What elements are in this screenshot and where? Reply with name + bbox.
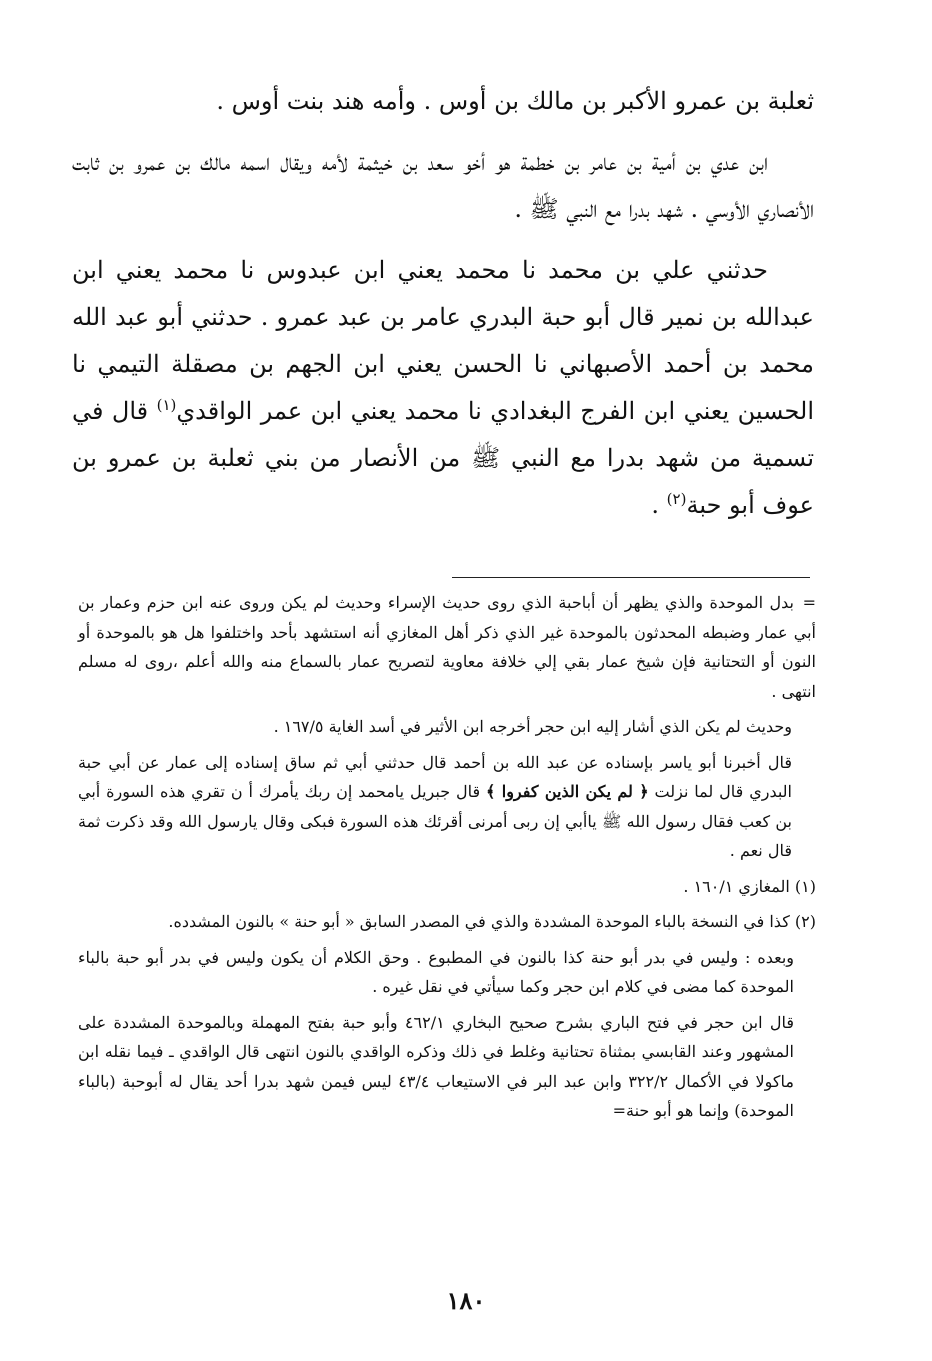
paragraph-3 <box>72 247 814 529</box>
footnote-ref-1[interactable]: (١) <box>156 396 177 414</box>
footnotes <box>78 588 816 1132</box>
footnote-continuation-p3-a: قال أخبرنا أبو ياسر بإسناده عن عبد الله بن أحمد قال حدثني أبي ثم ساق إسناده إلى عمار عن أبي حبة البدري قال لما نزلت <box>78 752 792 801</box>
quran-quote: ﴿ لم يكن الذين كفروا ﴾ <box>486 782 649 801</box>
footnote-ref-2[interactable]: (٢) <box>666 490 687 508</box>
footnote-continuation-text: بدل الموحدة والذي يظهر أن أباحبة الذي روى حديث الإسراء وحديث لم يكن وروى عنه ابن حزم وعمار بن أبي عمار وضبطه المحدثون بالموحدة غير الذي ذكر أهل المغازي أنه استشهد بأحد واختلفوا هل هو بالموحدة أو النون أو التحتانية فإن شيخ عمار بقي إلي خلافة معاوية لتصريح عمار بالسماع منه والله أعلم ،روى له مسلم انتهى . <box>78 593 816 701</box>
footnote-divider <box>452 577 810 578</box>
paragraph-3-text-a: حدثني علي بن محمد نا محمد يعني ابن عبدوس نا محمد يعني ابن عبدالله بن نمير قال أبو حبة البدري عامر بن عبد عمرو . حدثني أبو عبد الله محمد بن أحمد الأصبهاني نا الحسن يعني ابن الجهم بن مصقلة التيمي نا الحسين يعني ابن الفرج البغدادي نا محمد يعني ابن عمر الواقدي <box>72 256 814 425</box>
continuation-mark: = <box>802 593 817 612</box>
footnote-2: (٢) كذا في النسخة بالباء الموحدة المشددة والذي في المصدر السابق « أبو حنة » بالنون المشدده. <box>168 912 816 931</box>
footnote-continuation-p3-b: قال جبريل يامحمد إن ربك يأمرك أ ن تقري هذه السورة أبي بن كعب فقال رسول الله ﷺ ياأبي إن ربى أمرنى أقرئك هذه السورة فبكى وقال يارسول الله وقد ذكرت ثمة قال نعم . <box>78 782 793 860</box>
footnote-2-p3: قال ابن حجر في فتح الباري بشرح صحيح البخاري ٤٦٢/١ وأبو حبة بفتح المهملة وبالموحدة المشددة على المشهور وعند القابسي بمثناة تحتانية وغلط في ذلك وذكره الواقدي بالنون انتهى قال الواقدي ـ فيما نقله ابن ماكولا في الأكمال ٣٢٢/٢ وابن عبد البر في الاستيعاب ٤٣/٤ ليس فيمن شهد بدرا أحد يقال له أبوحبة (بالباء الموحدة) وإنما هو أبو حنة= <box>78 1012 794 1120</box>
footnote-1: (١) المغازي ١٦٠/١ . <box>683 876 816 896</box>
footnote-continuation-p2: وحديث لم يكن الذي أشار إليه ابن حجر أخرجه ابن الأثير في أسد الغاية ١٦٧/٥ . <box>273 717 792 736</box>
page-number: ١٨٠ <box>446 1286 486 1315</box>
footnote-continuation <box>78 588 816 706</box>
paragraph-1: ثعلبة بن عمرو الأكبر بن مالك بن أوس . وأمه هند بنت أوس . <box>216 87 814 115</box>
paragraph-3-end: . <box>651 491 667 519</box>
paragraph-3-text-b: قال في تسمية من شهد بدرا مع النبي ﷺ من الأنصار من بني ثعلبة بن عمرو بن عوف أبو حبة <box>72 397 815 519</box>
paragraph-2: ابن عدي بن أمية بن عامر بن خطمة هو أخو سعد بن خيثمة لأمه ويقال اسمه مالك بن عمرو بن ثابت الأنصاري الأوسي . شهد بدرا مع النبي ﷺ . <box>72 148 814 223</box>
footnote-2-p2: وبعده : وليس في بدر أبو حنة كذا بالنون في المطبوع . وحق الكلام أن يكون وليس في بدر أبو حبة بالباء الموحدة كما مضى في كلام ابن حجر وكما سيأتي في نقل غيره . <box>78 947 794 996</box>
footnote-continuation-p3 <box>78 748 816 866</box>
main-text <box>72 78 814 543</box>
